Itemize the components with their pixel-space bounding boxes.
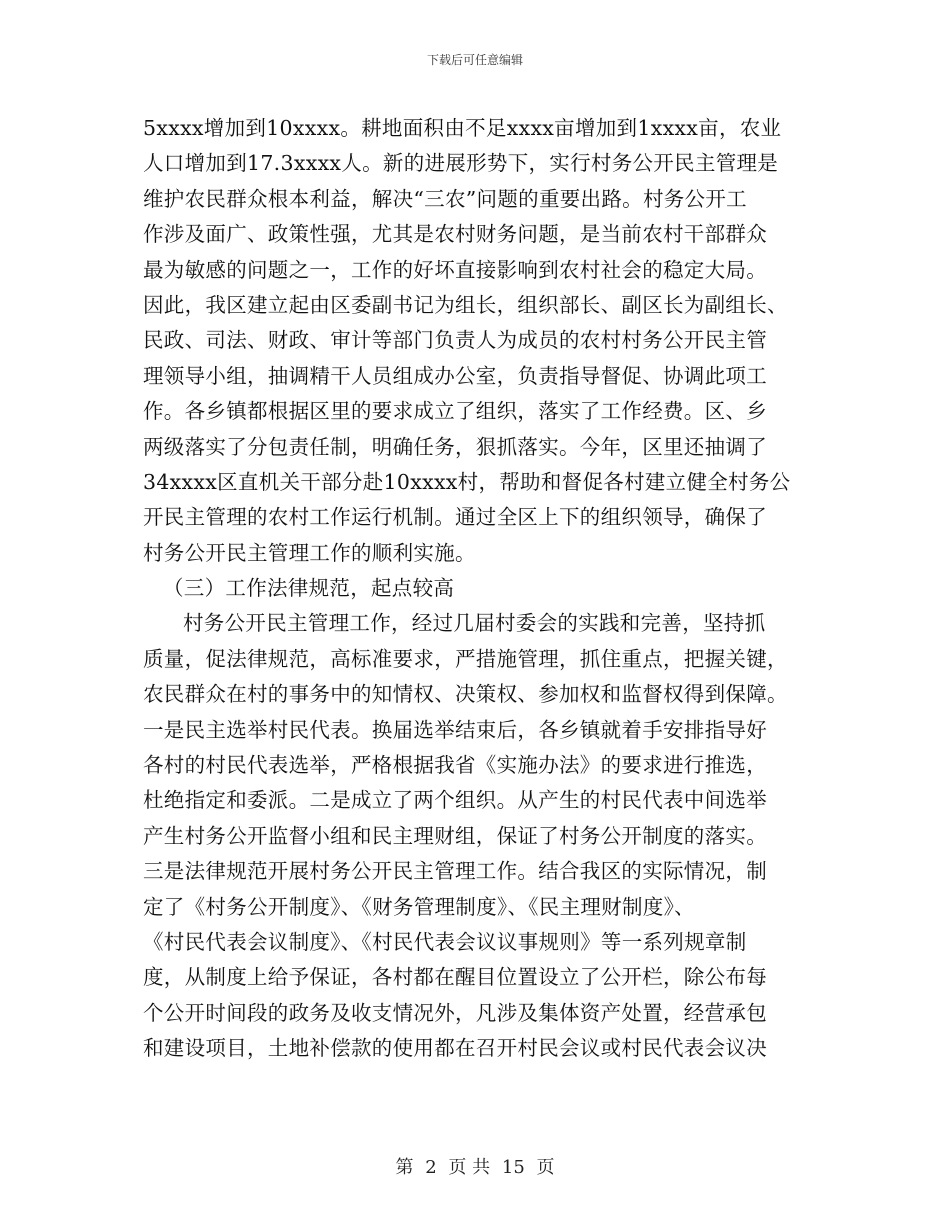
text-line: 定了《村务公开制度》、《财务管理制度》、《民主理财制度》、 xyxy=(143,894,695,919)
section-heading: （三）工作法律规范，起点较高 xyxy=(163,576,455,601)
text-line: 《村民代表会议制度》、《村民代表会议议事规则》等一系列规章制 xyxy=(143,929,747,954)
text-line: 作。各乡镇都根据区里的要求成立了组织，落实了工作经费。区、乡 xyxy=(143,399,767,424)
total-page-count: 15 xyxy=(501,1157,525,1178)
text-line: 34xxxx区直机关干部分赴10xxxx村，帮助和督促各村建立健全村务公 xyxy=(143,469,791,494)
text-line: 各村的村民代表选举，严格根据我省《实施办法》的要求进行推选， xyxy=(143,753,767,778)
text-line: 开民主管理的农村工作运行机制。通过全区上下的组织领导，确保了 xyxy=(143,505,767,530)
text-line: 杜绝指定和委派。二是成立了两个组织。从产生的村民代表中间选举 xyxy=(143,788,767,813)
text-line: 人口增加到17.3xxxx人。新的进展形势下，实行村务公开民主管理是 xyxy=(143,151,779,176)
text-line: 质量，促法律规范，高标准要求，严措施管理，抓住重点，把握关键， xyxy=(143,646,788,671)
page-footer xyxy=(0,1153,950,1179)
text-line: 村务公开民主管理工作的顺利实施。 xyxy=(143,540,476,565)
footer-prefix: 第 xyxy=(395,1157,414,1178)
text-line: 产生村务公开监督小组和民主理财组，保证了村务公开制度的落实。 xyxy=(143,823,767,848)
text-line: 两级落实了分包责任制，明确任务，狠抓落实。今年，区里还抽调了 xyxy=(143,434,767,459)
text-line: 一是民主选举村民代表。换届选举结束后，各乡镇就着手安排指导好 xyxy=(143,717,767,742)
page-header: 下载后可任意编辑 xyxy=(426,53,523,67)
text-line: 民政、司法、财政、审计等部门负责人为成员的农村村务公开民主管 xyxy=(143,328,767,353)
text-line: 村务公开民主管理工作，经过几届村委会的实践和完善，坚持抓 xyxy=(183,611,766,636)
current-page-number: 2 xyxy=(425,1157,437,1178)
text-line: 作涉及面广、政策性强，尤其是农村财务问题，是当前农村干部群众 xyxy=(143,222,767,247)
text-line: 5xxxx增加到10xxxx。耕地面积由不足xxxx亩增加到1xxxx亩，农业 xyxy=(143,116,782,140)
text-line: 维护农民群众根本利益，解决“三农”问题的重要出路。村务公开工 xyxy=(143,186,747,211)
document-body xyxy=(143,111,823,1067)
text-line: 农民群众在村的事务中的知情权、决策权、参加权和监督权得到保障。 xyxy=(143,682,788,707)
text-line: 因此，我区建立起由区委副书记为组长，组织部长、副区长为副组长、 xyxy=(143,292,788,317)
footer-middle: 页 共 xyxy=(448,1157,491,1178)
text-line: 最为敏感的问题之一，工作的好坏直接影响到农村社会的稳定大局。 xyxy=(143,257,767,282)
text-line: 三是法律规范开展村务公开民主管理工作。结合我区的实际情况，制 xyxy=(143,859,767,884)
footer-suffix: 页 xyxy=(536,1157,555,1178)
text-line: 个公开时间段的政务及收支情况外，凡涉及集体资产处置，经营承包 xyxy=(143,1000,767,1025)
text-line: 度，从制度上给予保证，各村都在醒目位置设立了公开栏，除公布每 xyxy=(143,965,767,990)
text-line: 和建设项目，土地补偿款的使用都在召开村民会议或村民代表会议决 xyxy=(143,1036,767,1061)
text-line: 理领导小组，抽调精干人员组成办公室，负责指导督促、协调此项工 xyxy=(143,363,767,388)
